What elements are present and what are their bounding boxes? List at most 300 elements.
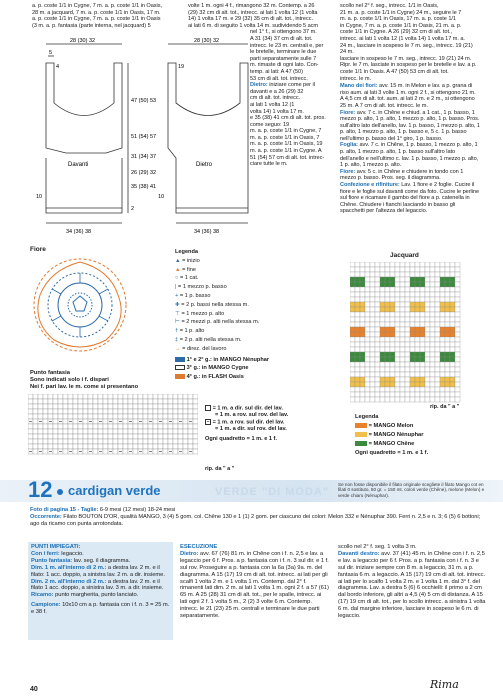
grid-cell — [88, 414, 93, 419]
jacquard-cell — [415, 342, 420, 347]
jacquard-cell — [380, 272, 385, 277]
grid-cell — [73, 439, 78, 444]
jacquard-cell — [380, 292, 385, 297]
jacquard-cell — [395, 282, 400, 287]
jacquard-cell — [405, 352, 410, 357]
jacquard-cell — [395, 342, 400, 347]
banner-dot — [57, 489, 63, 495]
grid-cell — [103, 394, 108, 399]
jacquard-cell — [385, 372, 390, 377]
grid-cell — [73, 424, 78, 429]
jacquard-cell — [455, 392, 460, 397]
grid-cell — [128, 439, 133, 444]
jacquard-cell — [435, 322, 440, 327]
jacquard-cell — [445, 317, 450, 322]
jacquard-cell — [370, 352, 375, 357]
jacquard-cell — [390, 392, 395, 397]
grid-cell — [153, 394, 158, 399]
jacquard-cell — [420, 382, 425, 387]
page-number: 40 — [30, 686, 38, 693]
jacquard-cell — [380, 307, 385, 312]
jacquard-cell — [350, 337, 355, 342]
grid-cell — [88, 439, 93, 444]
jacquard-cell — [415, 312, 420, 317]
grid-cell — [138, 429, 143, 434]
grid-cell — [138, 399, 143, 404]
jacquard-cell — [350, 297, 355, 302]
grid-cell — [158, 444, 163, 449]
jacquard-cell — [450, 327, 455, 332]
jacquard-cell — [450, 322, 455, 327]
jacquard-legend: Legenda = MANGO Melon = MANGO Nénuphar = MANGO Chêne Ogni quadretto = 1 m. e 1 f. — [355, 414, 429, 456]
jacquard-cell — [380, 357, 385, 362]
jacquard-cell — [435, 347, 440, 352]
grid-cell — [48, 434, 53, 439]
jacquard-cell — [450, 302, 455, 307]
jacquard-cell — [455, 337, 460, 342]
jacquard-cell — [360, 367, 365, 372]
grid-cell — [148, 424, 153, 429]
left-small-2: 10 — [158, 194, 165, 200]
jacquard-cell — [385, 367, 390, 372]
grid-cell — [193, 434, 198, 439]
info-block: Foto di pagina 15 - Taglie: 6-9 mesi (12 mesi) 18-24 mesi Occorrente: Filato BOUTON D'OR, qualità MANGO, 3 (4) 5 gom. col. Chêne 130 e 1 (1) 2 gom. per ciascuno dei colori: Melon 332 e Nénuphar 390. Ferri n. 2,5 e n. 3; 6 (5) 6 bottoni; ago da ricamo con punta arrotondata. — [30, 507, 481, 527]
jacquard-cell — [450, 287, 455, 292]
grid-cell — [188, 424, 193, 429]
grid-cell — [78, 429, 83, 434]
grid-cell — [28, 444, 33, 449]
jacquard-cell — [390, 307, 395, 312]
grid-cell — [168, 424, 173, 429]
jacquard-cell — [365, 277, 370, 282]
jacquard-cell — [410, 372, 415, 377]
jacquard-cell — [445, 362, 450, 367]
jacquard-cell — [405, 337, 410, 342]
grid-cell — [33, 449, 38, 454]
jacquard-cell — [425, 327, 430, 332]
jacquard-cell — [365, 392, 370, 397]
jacquard-cell — [410, 287, 415, 292]
grid-cell — [53, 399, 58, 404]
grid-cell — [63, 394, 68, 399]
grid-cell — [73, 394, 78, 399]
jacquard-cell — [430, 347, 435, 352]
grid-cell — [78, 399, 83, 404]
jacquard-cell — [370, 382, 375, 387]
grid-cell — [173, 409, 178, 414]
jacquard-cell — [365, 317, 370, 322]
grid-cell — [103, 414, 108, 419]
jacquard-cell — [390, 267, 395, 272]
bottom-measure-dietro: 34 (36) 38 — [194, 229, 220, 235]
jacquard-cell — [420, 292, 425, 297]
jacquard-cell — [365, 282, 370, 287]
jacquard-cell — [350, 262, 355, 267]
grid-cell — [73, 414, 78, 419]
grid-cell — [103, 404, 108, 409]
grid-cell — [98, 444, 103, 449]
jacquard-cell — [410, 272, 415, 277]
jacquard-cell — [420, 387, 425, 392]
jacquard-cell — [380, 342, 385, 347]
jacquard-cell — [350, 307, 355, 312]
grid-cell — [123, 394, 128, 399]
jacquard-cell — [400, 297, 405, 302]
jacquard-cell — [385, 272, 390, 277]
jacquard-cell — [420, 302, 425, 307]
grid-cell — [38, 409, 43, 414]
jacquard-cell — [435, 387, 440, 392]
grid-cell — [98, 439, 103, 444]
jacquard-cell — [375, 332, 380, 337]
grid-cell — [83, 449, 88, 454]
jacquard-cell — [375, 347, 380, 352]
jacquard-cell — [455, 352, 460, 357]
grid-cell — [58, 404, 63, 409]
jacquard-cell — [400, 272, 405, 277]
jacquard-cell — [360, 397, 365, 402]
jacquard-cell — [370, 317, 375, 322]
grid-cell — [73, 404, 78, 409]
jacquard-cell — [360, 382, 365, 387]
jacquard-cell — [455, 367, 460, 372]
jacquard-cell — [430, 352, 435, 357]
jacquard-cell — [435, 312, 440, 317]
jacquard-cell — [400, 327, 405, 332]
jacquard-cell — [455, 347, 460, 352]
jacquard-cell — [380, 397, 385, 402]
grid-cell — [33, 444, 38, 449]
jacquard-cell — [410, 362, 415, 367]
jacquard-cell — [425, 292, 430, 297]
mid-small: 4 — [56, 64, 60, 70]
jacquard-cell — [430, 327, 435, 332]
grid-cell — [188, 439, 193, 444]
jacquard-cell — [385, 387, 390, 392]
jacquard-cell — [355, 377, 360, 382]
jacquard-cell — [415, 367, 420, 372]
grid-cell — [123, 449, 128, 454]
jacquard-cell — [380, 377, 385, 382]
grid-cell — [173, 424, 178, 429]
jacquard-cell — [400, 342, 405, 347]
jacquard-cell — [360, 327, 365, 332]
jacquard-cell — [400, 372, 405, 377]
jacquard-cell — [445, 347, 450, 352]
jacquard-cell — [375, 307, 380, 312]
jacquard-cell — [355, 387, 360, 392]
grid-cell — [63, 409, 68, 414]
grid-cell — [53, 449, 58, 454]
jacquard-cell — [420, 367, 425, 372]
grid-cell — [153, 399, 158, 404]
jacquard-cell — [365, 262, 370, 267]
jacquard-cell — [410, 282, 415, 287]
grid-cell — [143, 449, 148, 454]
fiore-chart — [20, 250, 140, 360]
grid-cell — [108, 434, 113, 439]
grid-cell — [138, 424, 143, 429]
jacquard-cell — [435, 382, 440, 387]
jacquard-cell — [390, 357, 395, 362]
jacquard-cell — [450, 397, 455, 402]
side-measure-2: 31 (34) 37 — [131, 154, 157, 160]
jacquard-cell — [370, 287, 375, 292]
jacquard-cell — [380, 337, 385, 342]
jacquard-cell — [365, 312, 370, 317]
jacquard-cell — [425, 337, 430, 342]
grid-cell — [158, 439, 163, 444]
jacquard-cell — [430, 287, 435, 292]
jacquard-cell — [375, 282, 380, 287]
jacquard-cell — [355, 297, 360, 302]
jacquard-cell — [440, 292, 445, 297]
jacquard-cell — [455, 267, 460, 272]
jacquard-cell — [395, 317, 400, 322]
jacquard-cell — [405, 392, 410, 397]
jacquard-cell — [365, 302, 370, 307]
jacquard-cell — [435, 277, 440, 282]
jacquard-cell — [425, 282, 430, 287]
grid-cell — [43, 409, 48, 414]
jacquard-cell — [455, 302, 460, 307]
jacquard-cell — [395, 377, 400, 382]
grid-cell — [133, 394, 138, 399]
grid-cell — [88, 409, 93, 414]
jacquard-cell — [455, 397, 460, 402]
grid-cell — [193, 429, 198, 434]
jacquard-cell — [400, 392, 405, 397]
jacquard-cell — [435, 377, 440, 382]
jacquard-cell — [445, 287, 450, 292]
jacquard-cell — [410, 312, 415, 317]
grid-cell — [73, 409, 78, 414]
grid-cell — [43, 399, 48, 404]
grid-cell — [123, 434, 128, 439]
jacquard-cell — [350, 312, 355, 317]
grid-cell — [133, 419, 138, 424]
jacquard-cell — [405, 387, 410, 392]
grid-cell — [118, 434, 123, 439]
jacquard-cell — [410, 377, 415, 382]
jacquard-cell — [400, 347, 405, 352]
jacquard-cell — [430, 297, 435, 302]
right-column-text: scollo nel 2° f. seg., intrecc. 1/1 in Oasis, 21 m. a. p. coste 1/1 in Cygne) 24 m., seguire le 7 m. a. p. coste 1/1 in Oasis, 17 m. a. p. coste 1/1 in Cygne, 7 m. a. p. coste 1/1 in Oasis, 21 m. a. p. coste 1/1 in Cygne. A 26 (29) 32 cm di alt. tot., intrecc. ai lati 1 volta 12 (1 volta 14) 1 volta 17 m. a. 24 m., lasciare in sospeso le 7 m. seg., intrecc. 19 (21) 24 m. lasciare in sospeso le 7 m. seg., intrecc. 19 (21) 24 m. Ripr. le 7 m. lasciate in sospeso per le bretelle e lav. a p. coste 1/1 in Oasis. A 47 (50) 53 cm di alt. tot. intrecc. le m. Mano dei fiori: avv. 15 m. in Melon e lav. a p. grana di riso aum. ai lati 3 volte 1 m. ogni 2 f., si ottengono 21 m. A 4,5 cm di alt. tot. aum. ai lati 2 m. e 2 m., si ottengono 25 m. A 7 cm di alt. tot. intrecc. le m. Fiore: avv. 7 c. in Chêne e chiud. a 1 cat., 1 p. basso, 1 mezzo p. alto, 1 p. alto, 1 mezzo p. alto, 1 p. basso. Pros. sull'altro lato dell'anello, lav. 1 p. basso, 1 mezzo p. alto, 1 p. alto, 1 mezzo p. alto, 1 p. basso e, 5 c. 1 p. basso nell'ultimo p. basso del 1° giro, 1 p. basso. Foglia: avv. 7 c. in Chêne, 1 p. basso, 1 mezzo p. alto, 1 p. alto, 1 mezzo p. alto, 1 p. basso sull'altro lato dell'anello e nell'ultimo c. lav. 1 p. basso, 1 mezzo p. alto, 1 p. alto, 1 mezzo p. alto. Fiore: avv. 5 c. in Chêne e chiudere in tondo con 1 mezzo p. basso. Pros. seg. il diagramma. Confezione e rifiniture: Lav. 1 fiore e 2 foglie. Cucire il fiore e le foglie sul davanti come da foto. Cucire le perline sul fiore e ricamare il gambo del fiore a p. catenella in Chêne. Chiudere i fianchi lasciando in basso gli spacchetti per l'altezza del legaccio. — [340, 3, 480, 215]
jacquard-cell — [385, 362, 390, 367]
punto-fantasia-header: Punto fantasia Sono indicati solo i f. dispari Nei f. pari lav. le m. come si presentano — [30, 370, 139, 390]
grid-cell — [118, 409, 123, 414]
banner-ghost-text: VERDE "DI MODA" — [215, 486, 330, 498]
jacquard-cell — [410, 322, 415, 327]
jacquard-cell — [440, 322, 445, 327]
jacquard-cell — [370, 282, 375, 287]
grid-cell — [78, 444, 83, 449]
grid-cell — [123, 424, 128, 429]
jacquard-cell — [425, 392, 430, 397]
grid-cell — [193, 394, 198, 399]
grid-cell — [163, 444, 168, 449]
grid-cell — [153, 444, 158, 449]
jacquard-cell — [365, 287, 370, 292]
jacquard-cell — [360, 362, 365, 367]
jacquard-cell — [375, 327, 380, 332]
jacquard-cell — [450, 262, 455, 267]
grid-cell — [163, 394, 168, 399]
grid-cell — [113, 404, 118, 409]
banner-number: 12 — [28, 477, 53, 502]
jacquard-cell — [355, 357, 360, 362]
grid-cell — [158, 394, 163, 399]
grid-cell — [123, 399, 128, 404]
jacquard-cell — [350, 302, 355, 307]
jacquard-cell — [425, 362, 430, 367]
jacquard-cell — [400, 287, 405, 292]
jacquard-cell — [385, 397, 390, 402]
jacquard-cell — [355, 262, 360, 267]
jacquard-cell — [370, 367, 375, 372]
jacquard-cell — [410, 267, 415, 272]
grid-cell — [93, 399, 98, 404]
jacquard-cell — [435, 327, 440, 332]
jacquard-cell — [420, 327, 425, 332]
jacquard-cell — [365, 297, 370, 302]
section-foglia: Foglia: avv. 7 c. in Chêne, 1 p. basso, 1 mezzo p. alto, 1 p. alto, 1 mezzo p. alto, 1 p. basso sull'altro lato dell'anello e nell'ultimo c. lav. 1 p. basso, 1 mezzo p. alto, 1 p. alto, 1 mezzo p. alto. — [340, 142, 479, 169]
grid-cell — [33, 429, 38, 434]
jacquard-cell — [350, 377, 355, 382]
jacquard-cell — [375, 277, 380, 282]
grid-cell — [153, 439, 158, 444]
jacquard-cell — [435, 332, 440, 337]
jacquard-cell — [450, 357, 455, 362]
top-measure-dietro: 28 (30) 32 — [194, 38, 220, 44]
jacquard-cell — [360, 277, 365, 282]
grid-cell — [33, 414, 38, 419]
jacquard-cell — [440, 377, 445, 382]
grid-cell — [163, 414, 168, 419]
grid-cell — [93, 414, 98, 419]
grid-cell — [83, 444, 88, 449]
jacquard-cell — [440, 347, 445, 352]
jacquard-cell — [360, 272, 365, 277]
giro-item: 4° g.: in FLASH Oasis — [175, 373, 310, 382]
jacquard-cell — [395, 327, 400, 332]
grid-cell — [148, 409, 153, 414]
jacquard-cell — [350, 372, 355, 377]
grid-cell — [108, 409, 113, 414]
jacquard-cell — [420, 342, 425, 347]
jacquard-cell — [375, 312, 380, 317]
grid-cell — [58, 439, 63, 444]
jacquard-cell — [445, 397, 450, 402]
grid-cell — [178, 404, 183, 409]
jacquard-cell — [445, 297, 450, 302]
grid-cell — [123, 404, 128, 409]
jacquard-cell — [355, 272, 360, 277]
grid-cell — [63, 404, 68, 409]
grid-cell — [103, 429, 108, 434]
jacquard-cell — [435, 372, 440, 377]
punto-fantasia-rip: rip. da " a " — [205, 466, 235, 472]
jacquard-cell — [425, 332, 430, 337]
grid-cell — [143, 439, 148, 444]
jacquard-cell — [400, 367, 405, 372]
jacquard-cell — [385, 347, 390, 352]
grid-cell — [113, 409, 118, 414]
grid-cell — [48, 399, 53, 404]
jacquard-cell — [350, 322, 355, 327]
jacquard-cell — [455, 282, 460, 287]
grid-cell — [178, 429, 183, 434]
grid-cell — [128, 404, 133, 409]
jacquard-cell — [435, 287, 440, 292]
jacquard-cell — [360, 352, 365, 357]
jacquard-cell — [380, 372, 385, 377]
jacquard-cell — [420, 267, 425, 272]
grid-cell — [28, 404, 33, 409]
jacquard-cell — [355, 322, 360, 327]
jacquard-cell — [375, 352, 380, 357]
jacquard-cell — [385, 267, 390, 272]
jacquard-cell — [455, 307, 460, 312]
grid-cell — [133, 409, 138, 414]
grid-cell — [58, 394, 63, 399]
grid-cell — [193, 444, 198, 449]
jacquard-cell — [405, 287, 410, 292]
jacquard-cell — [375, 377, 380, 382]
jacquard-cell — [455, 362, 460, 367]
grid-cell — [93, 444, 98, 449]
grid-cell — [168, 399, 173, 404]
grid-cell — [133, 439, 138, 444]
grid-cell — [53, 444, 58, 449]
grid-cell — [143, 404, 148, 409]
jacquard-cell — [355, 277, 360, 282]
jacquard-cell — [370, 262, 375, 267]
jacquard-cell — [425, 382, 430, 387]
jacquard-cell — [415, 322, 420, 327]
jacquard-cell — [440, 297, 445, 302]
grid-cell — [183, 414, 188, 419]
jacquard-cell — [415, 352, 420, 357]
jacquard-cell — [350, 327, 355, 332]
jacquard-cell — [435, 397, 440, 402]
jacquard-cell — [390, 332, 395, 337]
jacquard-cell — [400, 387, 405, 392]
legenda-item: ‡ = 2 p. alti nella stessa m. — [175, 336, 242, 343]
jacquard-cell — [440, 312, 445, 317]
jacquard-cell — [425, 302, 430, 307]
grid-cell — [128, 429, 133, 434]
grid-cell — [123, 439, 128, 444]
grid-cell — [68, 409, 73, 414]
jacquard-cell — [395, 362, 400, 367]
grid-cell — [98, 429, 103, 434]
grid-cell — [53, 409, 58, 414]
grid-cell — [83, 419, 88, 424]
jacquard-cell — [440, 307, 445, 312]
grid-cell — [28, 434, 33, 439]
jacquard-cell — [405, 327, 410, 332]
grid-cell — [168, 409, 173, 414]
jacquard-cell — [430, 317, 435, 322]
jacquard-cell — [370, 327, 375, 332]
grid-cell — [148, 399, 153, 404]
grid-cell — [48, 404, 53, 409]
jacquard-cell — [435, 357, 440, 362]
grid-cell — [188, 399, 193, 404]
grid-cell — [173, 434, 178, 439]
grid-cell — [43, 414, 48, 419]
